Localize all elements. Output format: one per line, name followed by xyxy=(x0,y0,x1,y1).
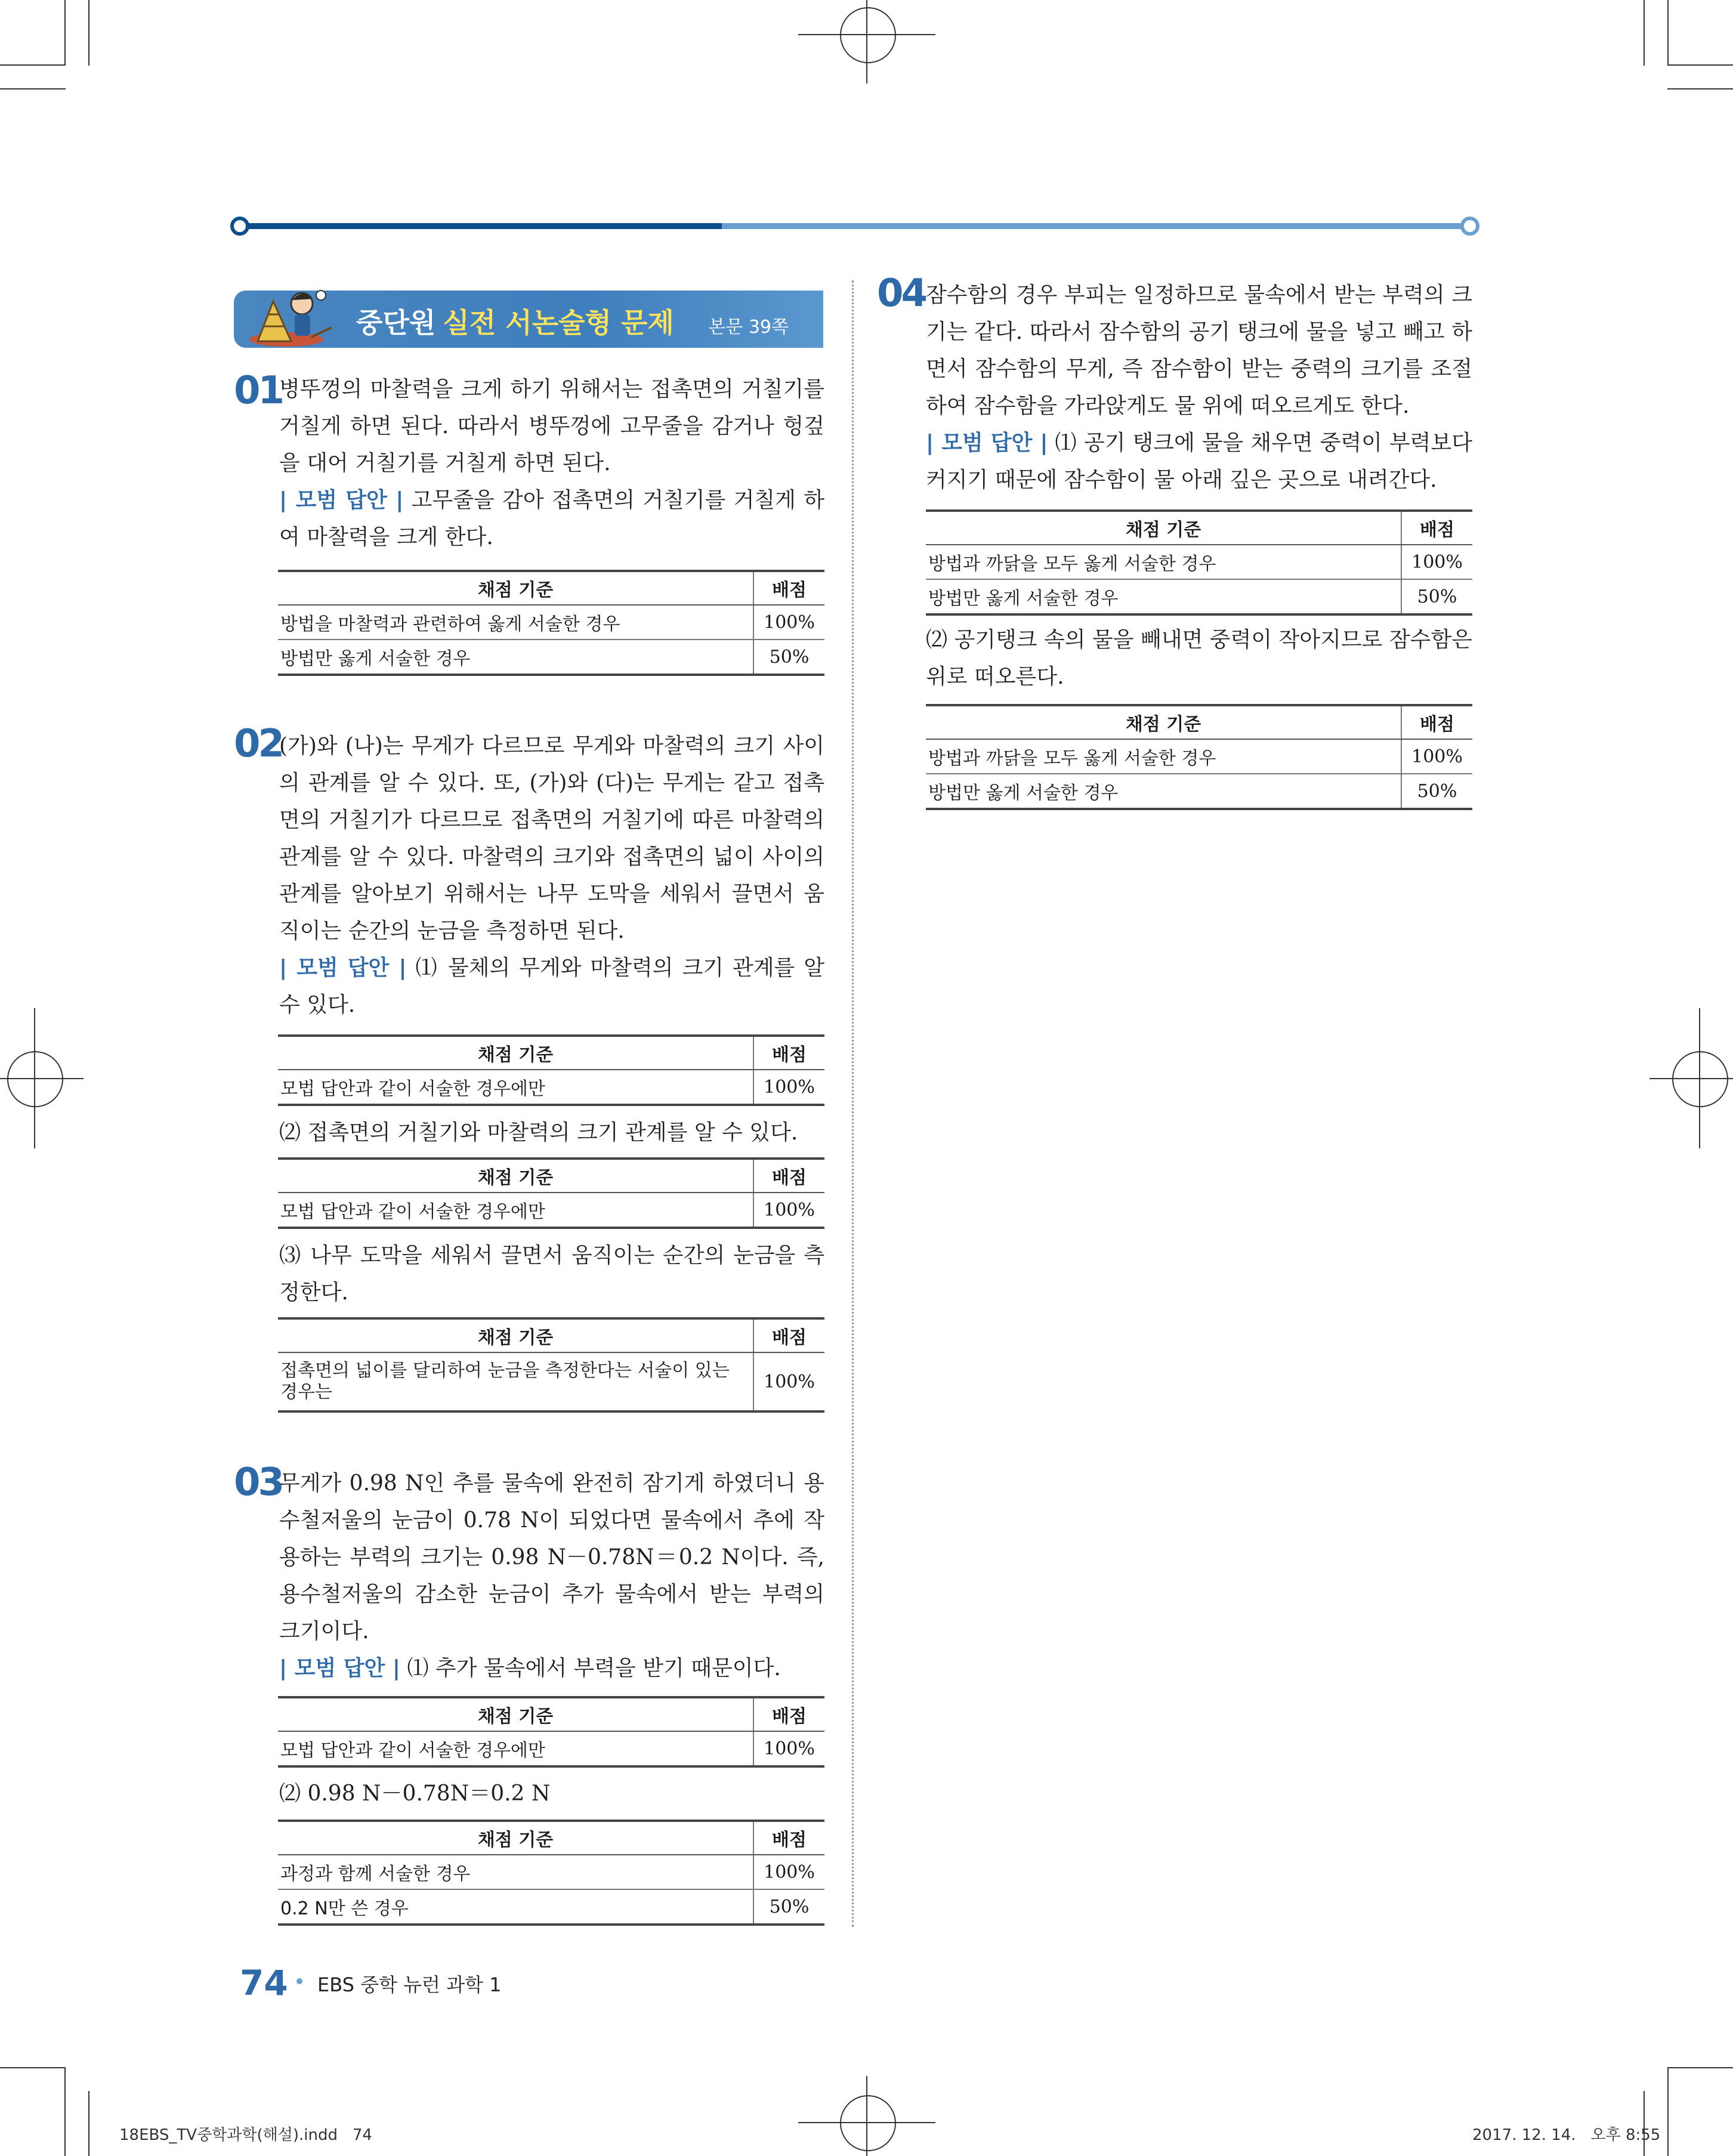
table-row xyxy=(278,1855,824,1889)
table-row xyxy=(926,739,1472,774)
table-row xyxy=(926,774,1472,809)
q3-explanation: 무게가 0.98 N인 추를 물속에 완전히 잠기게 하였더니 용수철저울의 눈금이 0.78 N이 되었다면 물속에서 추에 작용하는 부력의 크기는 0.98 N－0.78N＝0.2 N이다. 즉, 용수철저울의 감소한 눈금이 추가 물속에서 받는 부력의 크기이다. xyxy=(279,1471,824,1644)
table-header-score: 배점 xyxy=(753,1318,824,1352)
q4-model-answer-text: ⑴ 공기 탱크에 물을 채우면 중력이 부력보다 커지기 때문에 잠수함이 물 아래 깊은 곳으로 내려간다. xyxy=(926,431,1472,492)
score-cell: 100% xyxy=(753,1731,824,1766)
crop-mark xyxy=(0,88,66,89)
table-header-score: 배점 xyxy=(1401,511,1472,545)
q4-part2: ⑵ 공기탱크 속의 물을 빼내면 중력이 작아지므로 잠수함은 위로 떠오른다. xyxy=(926,628,1472,689)
criteria-cell: 0.2 N만 쓴 경우 xyxy=(278,1889,753,1925)
q1-model-answer-text: 고무줄을 감아 접촉면의 거칠기를 거칠게 하여 마찰력을 크게 한다. xyxy=(279,488,824,549)
q4-explanation: 잠수함의 경우 부피는 일정하므로 물속에서 받는 부력의 크기는 같다. 따라서 잠수함의 공기 탱크에 물을 넣고 빼고 하면서 잠수함의 무게, 즉 잠수함이 받는 중력의 크기를 조절하여 잠수함을 가라앉게도 물 위에 떠오르게도 한다. xyxy=(926,283,1472,418)
score-cell: 50% xyxy=(1401,579,1472,614)
crop-mark xyxy=(88,0,89,66)
criteria-cell: 방법과 까닭을 모두 옳게 서술한 경우 xyxy=(926,739,1401,774)
table-header-score: 배점 xyxy=(753,1036,824,1070)
model-answer-label: | 모범 답안 | xyxy=(279,488,404,512)
q3-part2: ⑵ 0.98 N－0.78N＝0.2 N xyxy=(279,1781,551,1806)
page-number: 74 xyxy=(240,1963,288,2003)
q3-model-answer xyxy=(279,1650,824,1687)
q2-scoring-table-1 xyxy=(278,1034,824,1106)
q1-scoring-table xyxy=(278,570,824,676)
table-header-score: 배점 xyxy=(753,571,824,605)
section-title-prefix: 중단원 xyxy=(356,307,436,339)
criteria-cell: 과정과 함께 서술한 경우 xyxy=(278,1855,753,1889)
table-header-score: 배점 xyxy=(753,1159,824,1193)
header-rule xyxy=(233,217,1479,234)
question-number-04: 04 xyxy=(877,271,926,316)
model-answer-label: | 모범 답안 | xyxy=(279,1656,401,1681)
criteria-cell: 모법 답안과 같이 서술한 경우에만 xyxy=(278,1070,753,1105)
section-banner xyxy=(234,291,823,348)
table-header-criteria: 채점 기준 xyxy=(278,1318,753,1352)
table-header-criteria: 채점 기준 xyxy=(926,705,1401,739)
section-title xyxy=(356,301,674,341)
score-cell: 100% xyxy=(753,1070,824,1105)
score-cell: 50% xyxy=(753,640,824,675)
table-header-score: 배점 xyxy=(753,1821,824,1855)
q1-explanation: 병뚜껑의 마찰력을 크게 하기 위해서는 접촉면의 거칠기를 거칠게 하면 된다. 따라서 병뚜껑에 고무줄을 감거나 헝겊을 대어 거칠기를 거칠게 하면 된다. xyxy=(279,377,824,475)
crop-mark xyxy=(64,2067,66,2156)
q4-model-answer xyxy=(926,425,1472,499)
page-reference: 본문 39쪽 xyxy=(708,317,789,338)
table-row xyxy=(278,1889,824,1925)
score-cell: 50% xyxy=(1401,774,1472,809)
slug-timestamp: 2017. 12. 14. 오후 8:55 xyxy=(1472,2126,1661,2144)
table-row xyxy=(278,640,824,675)
criteria-cell: 방법과 까닭을 모두 옳게 서술한 경우 xyxy=(926,545,1401,579)
crop-mark xyxy=(1644,0,1645,66)
crop-mark xyxy=(0,2067,66,2068)
book-title: EBS 중학 뉴런 과학 1 xyxy=(317,1973,502,1996)
q3-model-answer-text: ⑴ 추가 물속에서 부력을 받기 때문이다. xyxy=(407,1656,781,1681)
table-row xyxy=(278,1070,824,1105)
q2-scoring-table-2 xyxy=(278,1157,824,1229)
criteria-cell: 모법 답안과 같이 서술한 경우에만 xyxy=(278,1731,753,1766)
q3-scoring-table-1 xyxy=(278,1696,824,1768)
table-header-criteria: 채점 기준 xyxy=(926,511,1401,545)
criteria-cell: 방법만 옳게 서술한 경우 xyxy=(926,774,1401,809)
table-row xyxy=(926,579,1472,614)
score-cell: 100% xyxy=(753,1855,824,1889)
crop-mark xyxy=(0,64,66,66)
q4-scoring-table-1 xyxy=(926,509,1472,616)
question-number-02: 02 xyxy=(234,722,283,766)
table-header-criteria: 채점 기준 xyxy=(278,1821,753,1855)
table-row xyxy=(278,1352,824,1411)
q2-part3: ⑶ 나무 도막을 세워서 끌면서 움직이는 순간의 눈금을 측정한다. xyxy=(279,1243,824,1305)
crop-mark xyxy=(1667,2067,1733,2068)
question-number-03: 03 xyxy=(234,1460,283,1505)
column-divider xyxy=(852,280,854,1927)
q2-part2: ⑵ 접촉면의 거칠기와 마찰력의 크기 관계를 알 수 있다. xyxy=(279,1120,798,1145)
score-cell: 100% xyxy=(1401,739,1472,774)
criteria-cell: 모법 답안과 같이 서술한 경우에만 xyxy=(278,1193,753,1228)
table-header-criteria: 채점 기준 xyxy=(278,1159,753,1193)
table-row xyxy=(278,1193,824,1228)
crop-mark xyxy=(1667,88,1733,89)
table-header-score: 배점 xyxy=(1401,705,1472,739)
q4-scoring-table-2 xyxy=(926,704,1472,810)
table-header-criteria: 채점 기준 xyxy=(278,571,753,605)
score-cell: 100% xyxy=(753,1193,824,1228)
q2-model-answer-text: ⑴ 물체의 무게와 마찰력의 크기 관계를 알 수 있다. xyxy=(279,956,824,1017)
score-cell: 100% xyxy=(753,1352,824,1411)
slug-filename: 18EBS_TV중학과학(해설).indd 74 xyxy=(119,2126,372,2144)
score-cell: 100% xyxy=(1401,545,1472,579)
model-answer-label: | 모범 답안 | xyxy=(926,431,1048,455)
q2-model-answer xyxy=(279,950,824,1024)
question-number-01: 01 xyxy=(234,369,283,413)
table-row xyxy=(278,1731,824,1766)
table-row xyxy=(278,605,824,640)
criteria-cell: 방법만 옳게 서술한 경우 xyxy=(278,640,753,675)
criteria-cell: 방법만 옳게 서술한 경우 xyxy=(926,579,1401,614)
criteria-cell: 접촉면의 넓이를 달리하여 눈금을 측정한다는 서술이 있는 경우는 xyxy=(278,1352,753,1411)
crop-mark xyxy=(1667,2067,1669,2156)
character-illustration-icon xyxy=(245,285,334,350)
score-cell: 100% xyxy=(753,605,824,640)
q3-scoring-table-2 xyxy=(278,1820,824,1926)
crop-mark xyxy=(1667,64,1733,66)
footer-bullet xyxy=(296,1978,302,1984)
q2-explanation: (가)와 (나)는 무게가 다르므로 무게와 마찰력의 크기 사이의 관계를 알 수 있다. 또, (가)와 (다)는 무게는 같고 접촉면의 거칠기가 다르므로 접촉면의 거칠기에 따른 마찰력의 관계를 알 수 있다. 마찰력의 크기와 접촉면의 넓이 사이의 관계를 알아보기 위해서는 나무 도막을 세워서 끌면서 움직이는 순간의 눈금을 측정하면 된다. xyxy=(279,734,824,943)
table-header-criteria: 채점 기준 xyxy=(278,1036,753,1070)
criteria-cell: 방법을 마찰력과 관련하여 옳게 서술한 경우 xyxy=(278,605,753,640)
q2-scoring-table-3 xyxy=(278,1317,824,1413)
table-header-score: 배점 xyxy=(753,1697,824,1731)
score-cell: 50% xyxy=(753,1889,824,1925)
model-answer-label: | 모범 답안 | xyxy=(279,956,407,980)
q1-model-answer xyxy=(279,482,824,556)
crop-mark xyxy=(64,0,66,66)
crop-mark xyxy=(1667,0,1669,66)
crop-mark xyxy=(88,2091,89,2156)
section-title-highlight: 실전 서논술형 문제 xyxy=(443,307,674,339)
table-header-criteria: 채점 기준 xyxy=(278,1697,753,1731)
table-row xyxy=(926,545,1472,579)
